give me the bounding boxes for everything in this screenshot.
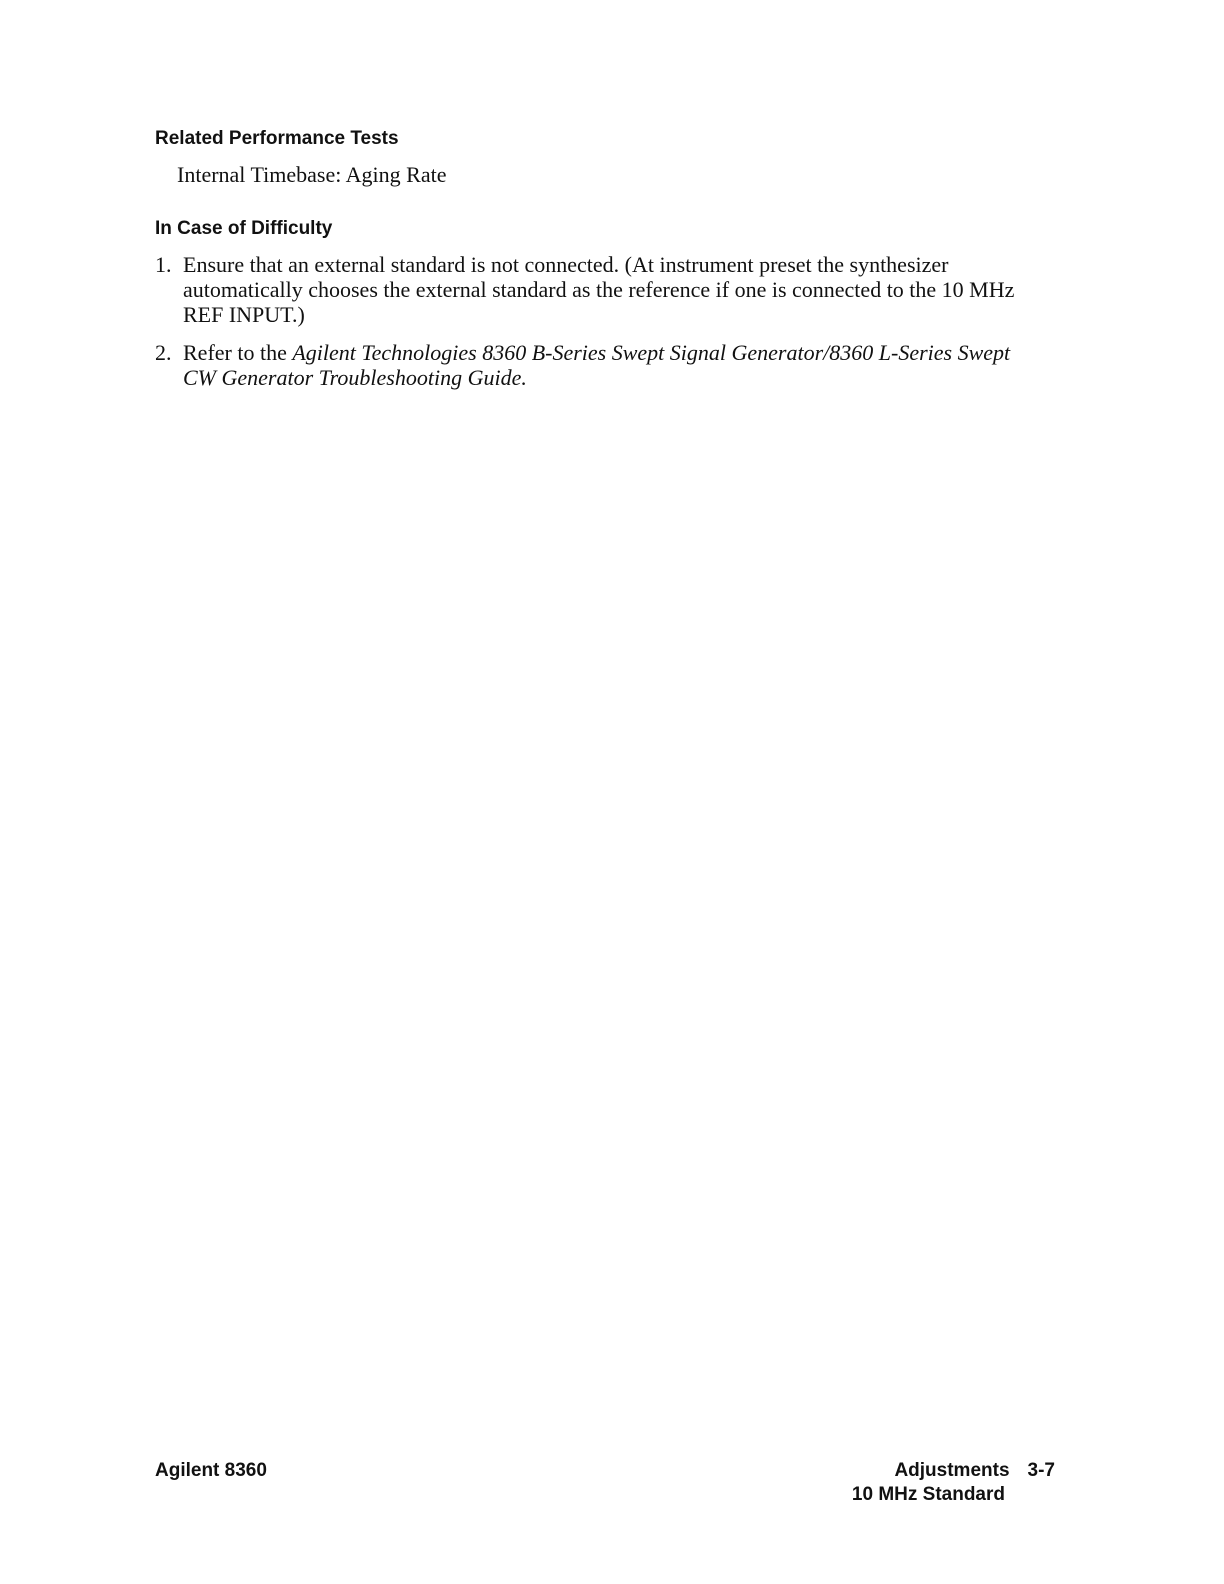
in-case-of-difficulty-heading: In Case of Difficulty [155,218,333,239]
list-item [155,340,1035,390]
list-item-prefix: Refer to the [183,340,293,365]
related-test-item: Internal Timebase: Aging Rate [177,162,447,187]
list-item [155,252,1035,327]
footer-chapter: Adjustments [894,1460,1010,1481]
difficulty-list [155,252,1035,403]
footer-product-name: Agilent 8360 [155,1460,267,1481]
footer-page-number: 3-7 [1027,1460,1055,1481]
list-item-text: Ensure that an external standard is not connected. (At instrument preset the synthesizer automatically chooses the external standard as the reference if one is connected to the 10 MHz REF INPUT.) [183,252,1015,327]
troubleshooting-guide-title: Agilent Technologies 8360 B-Series Swept Signal Generator/8360 L-Series Swept CW Generator Troubleshooting Guide. [183,340,1011,390]
footer-chapter-page [894,1460,1055,1482]
list-item-number: 2. [155,340,172,365]
list-item-number: 1. [155,252,172,277]
related-performance-tests-heading: Related Performance Tests [155,128,399,149]
footer-section-title: 10 MHz Standard [851,1484,1005,1505]
